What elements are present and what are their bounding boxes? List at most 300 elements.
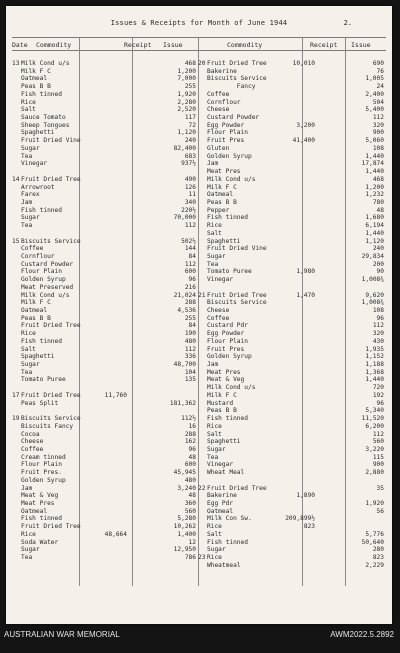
ledger-row xyxy=(198,423,386,431)
ledger-commodity: Fruit Dried Tree xyxy=(207,484,267,492)
ledger-commodity: Sugar xyxy=(21,144,40,152)
ledger-row xyxy=(12,346,198,354)
ledger-issue: 288 xyxy=(184,430,196,438)
header-commodity-left: Commodity xyxy=(36,41,72,49)
ledger-commodity: Fruit Dried Tree xyxy=(21,523,81,531)
ledger-commodity: Cheese xyxy=(207,307,230,314)
ledger-issue: 56 xyxy=(376,507,384,515)
ledger-commodity: Cocoa xyxy=(21,430,40,438)
ledger-commodity: Golden Syrup xyxy=(21,476,66,484)
ledger-row xyxy=(198,99,386,107)
ledger-issue: 280 xyxy=(372,546,384,554)
ledger-receipt: 41,400 xyxy=(292,137,315,145)
ledger-row xyxy=(198,546,386,554)
ledger-issue: 5,340 xyxy=(365,407,384,415)
ledger-commodity: Custard Pdr xyxy=(207,322,248,330)
ledger-row xyxy=(12,508,198,516)
ledger-commodity: Coffee xyxy=(21,245,44,253)
ledger-row xyxy=(198,539,386,547)
ledger-issue: 45,945 xyxy=(173,469,196,477)
ledger-commodity: Fruit Dried Tree xyxy=(21,175,81,183)
ledger-commodity: Spaghetti xyxy=(207,438,241,446)
ledger-commodity: Vinegar xyxy=(21,160,48,168)
ledger-row xyxy=(12,68,198,76)
ledger-commodity: Peas B B xyxy=(21,83,51,91)
ledger-commodity: Coffee xyxy=(207,314,230,322)
ledger-commodity: Flour Plain xyxy=(21,268,62,276)
ledger-issue: 21,024 xyxy=(173,291,196,299)
ledger-row xyxy=(198,91,386,99)
ledger-issue: 2,520 xyxy=(177,106,196,114)
ledger-row xyxy=(12,539,198,547)
ledger-row xyxy=(12,145,198,153)
ledger-issue: 4,536 xyxy=(177,307,196,314)
ledger-row xyxy=(198,207,386,215)
ledger-issue: 2,229 xyxy=(365,561,384,569)
ledger-row xyxy=(12,492,198,500)
ledger-commodity: Vinegar xyxy=(207,461,234,469)
ledger-row xyxy=(12,369,198,377)
ledger-row xyxy=(198,330,386,338)
ledger-receipt: 823 xyxy=(303,523,315,531)
ledger-issue: 255 xyxy=(184,83,196,91)
ledger-commodity: Salt xyxy=(207,530,222,538)
ledger-commodity: Fish tinned xyxy=(21,515,62,523)
ledger-commodity: Egg Pdr xyxy=(207,499,234,507)
ledger-commodity: Oatmeal xyxy=(21,75,48,83)
ledger-commodity: Peas Split xyxy=(21,399,59,407)
ledger-issue: 600 xyxy=(184,268,196,276)
ledger-row xyxy=(198,562,386,570)
ledger-commodity: Fruit Pres. xyxy=(21,469,62,477)
right-ledger-column xyxy=(198,60,386,569)
ledger-issue: 1,200 xyxy=(365,183,384,191)
ledger-commodity: Fruit Dried Tree xyxy=(207,291,267,299)
ledger-row xyxy=(12,214,198,222)
ledger-row xyxy=(12,330,198,338)
ledger-row xyxy=(12,191,198,199)
ledger-commodity: Meat & Veg xyxy=(207,376,245,384)
ledger-commodity: Peas B B xyxy=(207,198,237,206)
ledger-issue: 5,400 xyxy=(365,106,384,114)
ledger-receipt: 10,010 xyxy=(292,60,315,67)
ledger-row xyxy=(12,554,198,562)
ledger-commodity: Meat & Veg xyxy=(21,492,59,500)
ledger-row xyxy=(198,407,386,415)
ledger-commodity: Sheep Tongues xyxy=(21,121,70,129)
ledger-row xyxy=(198,184,386,192)
ledger-issue: 3,240 xyxy=(177,484,196,492)
ledger-commodity: Flour Plain xyxy=(207,129,248,137)
ledger-issue: 1,920 xyxy=(177,90,196,98)
ledger-row xyxy=(198,276,386,284)
ledger-commodity: Oatmeal xyxy=(207,191,234,199)
ledger-commodity: Fruit Dried Tree xyxy=(21,322,81,330)
ledger-row xyxy=(198,199,386,207)
ledger-issue: 240 xyxy=(184,137,196,145)
left-ledger-column xyxy=(12,60,198,562)
ledger-commodity: Farex xyxy=(21,191,40,199)
ledger-commodity: Spaghetti xyxy=(21,129,55,137)
ledger-issue: 126 xyxy=(184,183,196,191)
ledger-commodity: Fish tinned xyxy=(207,538,248,546)
ledger-commodity: Meat Pres xyxy=(207,168,241,176)
ledger-day: 19 xyxy=(12,415,20,423)
ledger-issue: 11 xyxy=(188,191,196,199)
ledger-row xyxy=(198,361,386,369)
ledger-issue: 1,400 xyxy=(177,530,196,538)
ledger-commodity: Wheatmeal xyxy=(207,561,241,569)
ledger-day: 23 xyxy=(198,554,206,561)
ledger-commodity: Rice xyxy=(207,422,222,430)
ledger-commodity: Tea xyxy=(207,453,219,461)
ledger-commodity: Biscuits Service xyxy=(207,299,267,307)
ledger-issue: 3,220 xyxy=(365,445,384,453)
ledger-issue: 937½ xyxy=(181,160,196,168)
ledger-row xyxy=(198,176,386,184)
ledger-commodity: Biscuits Service xyxy=(207,75,267,83)
ledger-row xyxy=(198,531,386,539)
ledger-row xyxy=(198,369,386,377)
ledger-row xyxy=(12,184,198,192)
ledger-commodity: Rice xyxy=(207,523,222,531)
footer-reference: AWM2022.5.2892 xyxy=(330,630,394,639)
ledger-row xyxy=(12,91,198,99)
ledger-issue: 780 xyxy=(372,198,384,206)
ledger-row xyxy=(198,353,386,361)
ledger-commodity: Cornflour xyxy=(207,98,241,106)
ledger-commodity: Cornflour xyxy=(21,252,55,260)
ledger-row xyxy=(12,99,198,107)
ledger-row xyxy=(198,168,386,176)
ledger-issue: 823 xyxy=(372,554,384,561)
ledger-issue: 288 xyxy=(184,299,196,307)
ledger-row xyxy=(12,122,198,130)
ledger-issue: 1,935 xyxy=(365,345,384,353)
ledger-row xyxy=(198,322,386,330)
ledger-row xyxy=(198,469,386,477)
ledger-commodity: Cheese xyxy=(207,106,230,114)
ledger-commodity: Spaghetti xyxy=(207,237,241,245)
header-receipt-right: Receipt xyxy=(310,41,338,49)
ledger-row xyxy=(12,253,198,261)
ledger-day: 22 xyxy=(198,484,206,492)
ledger-row xyxy=(198,461,386,469)
ledger-row xyxy=(198,346,386,354)
ledger-row xyxy=(198,145,386,153)
ledger-commodity: Tomato Puree xyxy=(207,268,252,276)
ledger-issue: 6,200 xyxy=(365,422,384,430)
ledger-row xyxy=(198,500,386,508)
ledger-commodity: Rice xyxy=(207,554,222,561)
ledger-row xyxy=(12,137,198,145)
ledger-row xyxy=(198,68,386,76)
ledger-issue: 480 xyxy=(184,337,196,345)
ledger-issue: 240 xyxy=(372,245,384,253)
ledger-receipt: 1,470 xyxy=(296,291,315,299)
page-number: 2. xyxy=(343,19,352,27)
ledger-commodity: Fruit Dried Tree xyxy=(21,391,81,399)
ledger-day: 20 xyxy=(198,60,206,67)
ledger-commodity: Soda Water xyxy=(21,538,59,546)
ledger-row xyxy=(198,523,386,531)
ledger-row xyxy=(12,469,198,477)
ledger-row xyxy=(198,106,386,114)
ledger-issue: 5,280 xyxy=(177,515,196,523)
ledger-row xyxy=(12,338,198,346)
ledger-issue: 84 xyxy=(188,322,196,330)
ledger-commodity: Meat Preserved xyxy=(21,283,74,291)
ledger-row xyxy=(12,222,198,230)
ledger-issue: 82,400 xyxy=(173,144,196,152)
ledger-row xyxy=(198,431,386,439)
ledger-issue: 255 xyxy=(184,314,196,322)
ledger-page xyxy=(6,6,392,624)
ledger-issue: 1,005 xyxy=(365,75,384,83)
ledger-commodity: Jam xyxy=(21,484,33,492)
ledger-row xyxy=(198,315,386,323)
ledger-commodity: Milk F C xyxy=(207,391,237,399)
ledger-commodity: Mustard xyxy=(207,399,234,407)
ledger-issue: 690 xyxy=(372,60,384,67)
ledger-commodity: Meat Pres xyxy=(207,368,241,376)
ledger-row xyxy=(12,238,198,246)
ledger-commodity: Sugar xyxy=(21,546,40,554)
ledger-issue: 96 xyxy=(188,276,196,284)
ledger-commodity: Coffee xyxy=(21,445,44,453)
ledger-row xyxy=(12,129,198,137)
ledger-issue: 320 xyxy=(372,330,384,338)
ledger-row xyxy=(12,83,198,91)
ledger-commodity: Tomato Puree xyxy=(21,376,66,384)
ledger-commodity: Meat Pres xyxy=(21,499,55,507)
ledger-commodity: Tea xyxy=(21,152,33,160)
ledger-commodity: Tea xyxy=(207,260,219,268)
ledger-issue: 1,368 xyxy=(365,368,384,376)
ledger-commodity: Flour Plain xyxy=(207,337,248,345)
ledger-row xyxy=(198,122,386,130)
header-issue-left: Issue xyxy=(163,41,183,49)
ledger-issue: 5,776 xyxy=(365,530,384,538)
ledger-commodity: Milk Cond u/s xyxy=(21,291,70,299)
ledger-row xyxy=(198,238,386,246)
ledger-row xyxy=(12,477,198,485)
ledger-issue: 48 xyxy=(188,453,196,461)
ledger-issue: 112 xyxy=(372,430,384,438)
ledger-day: 21 xyxy=(198,291,206,299)
header-receipt-left: Receipt xyxy=(124,41,152,49)
ledger-issue: 2,880 xyxy=(365,469,384,477)
ledger-issue: 1,188 xyxy=(365,361,384,369)
ledger-commodity: Flour Plain xyxy=(21,461,62,469)
ledger-row xyxy=(12,431,198,439)
ledger-commodity: Fish tinned xyxy=(21,206,62,214)
ledger-commodity: Golden Syrup xyxy=(207,353,252,361)
ledger-table xyxy=(12,37,386,586)
ledger-row xyxy=(198,400,386,408)
ledger-commodity: Biscuits Fancy xyxy=(21,422,74,430)
ledger-commodity: Gluten xyxy=(207,144,230,152)
ledger-row xyxy=(198,515,386,523)
ledger-row xyxy=(12,531,198,539)
ledger-issue: 10,262 xyxy=(173,523,196,531)
ledger-commodity: Fruit Pres xyxy=(207,137,245,145)
ledger-issue: 112 xyxy=(372,322,384,330)
ledger-commodity: Bakerine xyxy=(207,67,237,75)
ledger-row xyxy=(198,191,386,199)
ledger-row xyxy=(198,153,386,161)
ledger-row xyxy=(198,307,386,315)
ledger-commodity: Milk Cond u/s xyxy=(207,384,256,392)
ledger-commodity: Milk F C xyxy=(21,67,51,75)
ledger-issue: 7,000 xyxy=(177,75,196,83)
ledger-row xyxy=(12,176,198,184)
ledger-row xyxy=(12,292,198,300)
ledger-commodity: Milk Cond u/s xyxy=(21,60,70,67)
ledger-row xyxy=(198,160,386,168)
ledger-issue: 468 xyxy=(372,175,384,183)
ledger-commodity: Pepper xyxy=(207,206,230,214)
ledger-row xyxy=(198,338,386,346)
ledger-row xyxy=(198,454,386,462)
ledger-row xyxy=(12,245,198,253)
ledger-row xyxy=(198,253,386,261)
ledger-row xyxy=(198,214,386,222)
ledger-row xyxy=(12,376,198,384)
ledger-commodity: Sugar xyxy=(21,361,40,369)
ledger-commodity: Tea xyxy=(21,222,33,230)
ledger-row xyxy=(198,415,386,423)
ledger-issue: 216 xyxy=(184,283,196,291)
ledger-issue: 84 xyxy=(188,252,196,260)
ledger-row xyxy=(198,446,386,454)
ledger-day: 13 xyxy=(12,60,20,67)
ledger-issue: 1,440 xyxy=(365,229,384,237)
ledger-commodity: Jam xyxy=(207,361,219,369)
ledger-issue: 430 xyxy=(372,337,384,345)
header-date: Date xyxy=(12,41,28,49)
ledger-issue: 1,120 xyxy=(177,129,196,137)
ledger-issue: 29,834 xyxy=(361,252,384,260)
ledger-row xyxy=(12,114,198,122)
ledger-commodity: Milk Cond u/s xyxy=(207,175,256,183)
ledger-issue: 117 xyxy=(184,114,196,122)
ledger-row xyxy=(12,515,198,523)
ledger-issue: 96 xyxy=(376,314,384,322)
ledger-issue: 48 xyxy=(376,206,384,214)
ledger-commodity: Salt xyxy=(207,430,222,438)
ledger-row xyxy=(12,75,198,83)
ledger-commodity: Egg Powder xyxy=(207,330,245,338)
ledger-issue: 96 xyxy=(188,445,196,453)
ledger-issue: 112 xyxy=(184,345,196,353)
ledger-row xyxy=(198,222,386,230)
ledger-row xyxy=(12,523,198,531)
ledger-commodity: Rice xyxy=(21,98,36,106)
ledger-row xyxy=(198,485,386,493)
ledger-row xyxy=(12,299,198,307)
ledger-row xyxy=(12,230,198,238)
ledger-row xyxy=(12,446,198,454)
ledger-commodity: Sugar xyxy=(21,214,40,222)
ledger-row xyxy=(12,276,198,284)
ledger-issue: 1,120 xyxy=(365,237,384,245)
ledger-issue: 200 xyxy=(372,260,384,268)
page-title: Issues & Receipts for Month of June 1944 xyxy=(110,19,288,27)
ledger-issue: 9,620 xyxy=(365,291,384,299)
ledger-receipt: 209,899½ xyxy=(285,515,315,523)
ledger-commodity: Arrowroot xyxy=(21,183,55,191)
ledger-issue: 683 xyxy=(184,152,196,160)
ledger-receipt: 48,664 xyxy=(104,530,127,538)
ledger-issue: 5,060 xyxy=(365,137,384,145)
ledger-commodity: Fish tinned xyxy=(21,90,62,98)
ledger-issue: 6,194 xyxy=(365,222,384,230)
ledger-issue: 1,440 xyxy=(365,152,384,160)
ledger-issue: 24 xyxy=(376,83,384,91)
ledger-issue: 48 xyxy=(188,492,196,500)
ledger-row xyxy=(12,315,198,323)
ledger-issue: 480 xyxy=(184,476,196,484)
ledger-row xyxy=(198,299,386,307)
ledger-row xyxy=(198,245,386,253)
ledger-commodity: Vinegar xyxy=(207,276,234,284)
ledger-issue: 1,008¾ xyxy=(361,276,384,284)
ledger-commodity: Jam xyxy=(21,198,33,206)
ledger-commodity: Fruit Dried Vine xyxy=(21,137,81,145)
ledger-commodity: Tea xyxy=(21,554,33,561)
ledger-issue: 220½ xyxy=(181,206,196,214)
ledger-row xyxy=(12,106,198,114)
ledger-commodity: Fruit Dried Tree xyxy=(207,60,267,67)
ledger-issue: 35 xyxy=(376,484,384,492)
ledger-issue: 190 xyxy=(184,330,196,338)
ledger-row xyxy=(12,322,198,330)
ledger-commodity: Rice xyxy=(207,222,222,230)
ledger-commodity: Peas B B xyxy=(21,314,51,322)
ledger-row xyxy=(12,60,198,68)
ledger-commodity: Milk Con Sw. xyxy=(207,515,252,523)
ledger-issue: 1,920 xyxy=(365,499,384,507)
ledger-issue: 1,440 xyxy=(365,376,384,384)
ledger-issue: 336 xyxy=(184,353,196,361)
ledger-commodity: Fruit Dried Vine xyxy=(207,245,267,253)
ledger-receipt: 11,760 xyxy=(104,391,127,399)
ledger-row xyxy=(12,454,198,462)
ledger-row xyxy=(198,477,386,485)
ledger-day: 15 xyxy=(12,237,20,245)
ledger-commodity: Fish tinned xyxy=(207,214,248,222)
ledger-issue: 1,200 xyxy=(177,67,196,75)
ledger-row xyxy=(198,492,386,500)
ledger-commodity: Milk F C xyxy=(21,299,51,307)
ledger-row xyxy=(198,268,386,276)
ledger-row xyxy=(12,160,198,168)
ledger-commodity: Rice xyxy=(21,530,36,538)
ledger-issue: 320 xyxy=(372,121,384,129)
header-commodity-right: Commodity xyxy=(227,41,263,49)
ledger-commodity: Wheat Meal xyxy=(207,469,245,477)
ledger-commodity: Golden Syrup xyxy=(207,152,252,160)
ledger-issue: 70,000 xyxy=(173,214,196,222)
ledger-issue: 16 xyxy=(188,422,196,430)
ledger-row xyxy=(12,400,198,408)
ledger-issue: 104 xyxy=(184,368,196,376)
ledger-commodity: Bakerine xyxy=(207,492,237,500)
ledger-issue: 115 xyxy=(372,453,384,461)
ledger-commodity: Cheese xyxy=(21,438,44,446)
ledger-issue: 17,874 xyxy=(361,160,384,168)
